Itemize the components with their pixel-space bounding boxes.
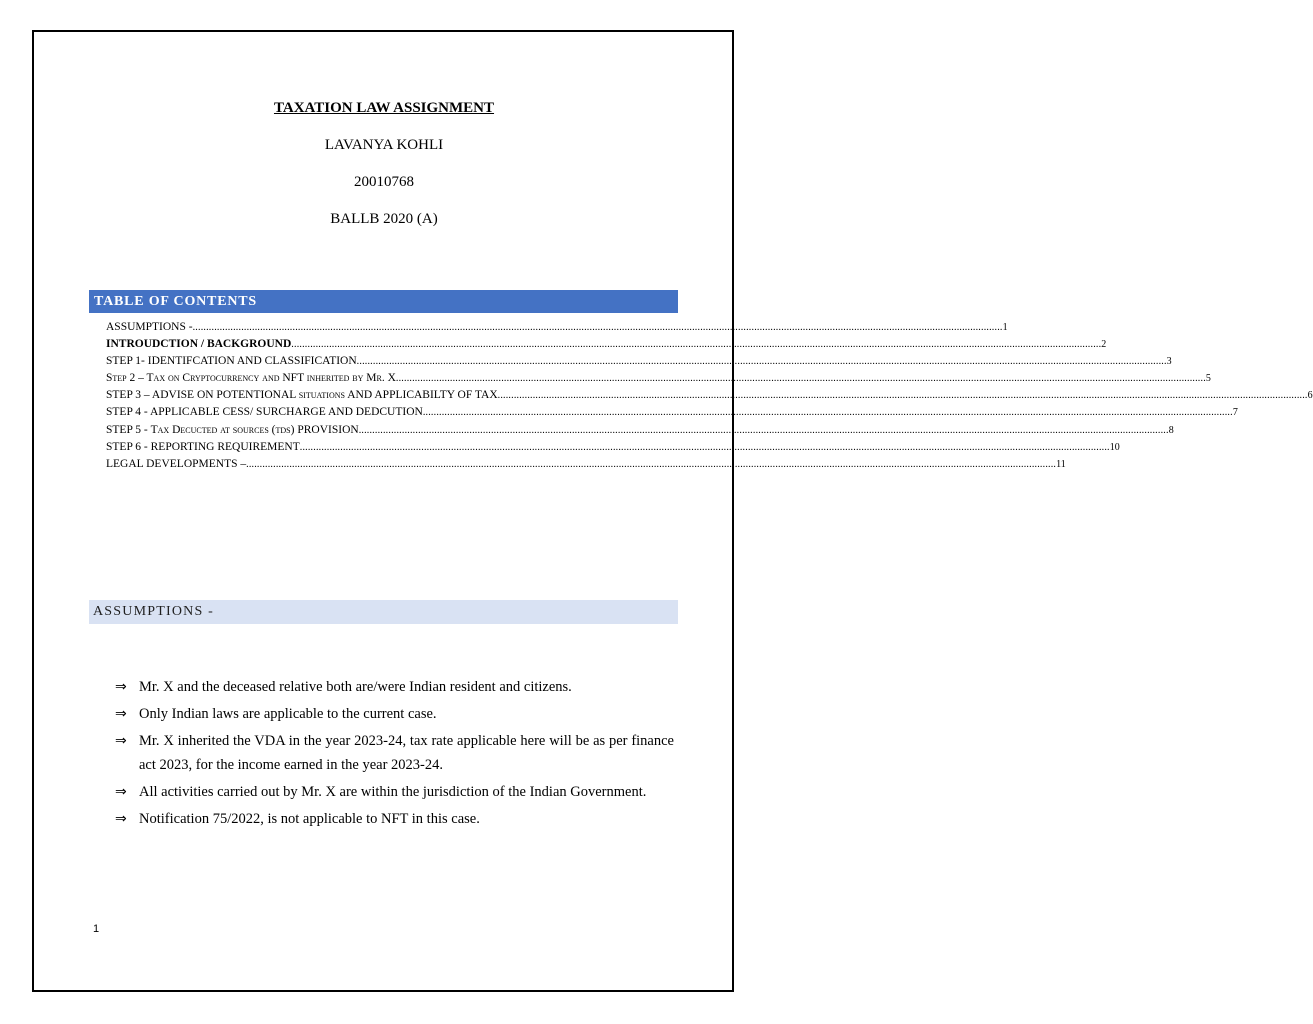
toc-entry-label: STEP 6 - REPORTING REQUIREMENT bbox=[106, 440, 300, 453]
toc-entry-page: 6 bbox=[1307, 390, 1313, 402]
toc-entry-introduction[interactable] bbox=[106, 338, 1107, 355]
toc-entry-page: 2 bbox=[1101, 339, 1107, 351]
toc-entry-step-4[interactable] bbox=[106, 406, 1238, 423]
toc-leader-dots: ............................................................................................................................................................................................................................................................................................................ bbox=[246, 458, 1057, 470]
list-item bbox=[115, 807, 674, 831]
toc-entry-step-2[interactable] bbox=[106, 372, 1211, 389]
assumption-text: Notification 75/2022, is not applicable to NFT in this case. bbox=[139, 811, 480, 827]
assumption-text: All activities carried out by Mr. X are within the jurisdiction of the Indian Government. bbox=[139, 784, 647, 800]
toc-leader-dots: ............................................................................................................................................................................................................................................................................................................ bbox=[422, 407, 1233, 419]
toc-leader-dots: ............................................................................................................................................................................................................................................................................................................ bbox=[192, 322, 1003, 333]
assumptions-heading: ASSUMPTIONS - bbox=[89, 600, 678, 624]
toc-entry-assumptions[interactable] bbox=[106, 321, 1008, 338]
toc-entry-label: STEP 1- IDENTIFCATION AND CLASSIFICATION bbox=[106, 355, 357, 368]
author-name: LAVANYA KOHLI bbox=[324, 137, 444, 153]
title-block bbox=[0, 98, 768, 246]
course-section: BALLB 2020 (A) bbox=[330, 211, 438, 227]
list-item bbox=[115, 729, 674, 777]
toc-entry-label-part: PROVISION bbox=[294, 423, 359, 436]
double-right-arrow-icon: ⇒ bbox=[115, 706, 127, 722]
document-title: TAXATION LAW ASSIGNMENT bbox=[273, 100, 495, 116]
toc-entry-page: 7 bbox=[1232, 407, 1238, 419]
toc-list bbox=[106, 321, 1313, 475]
toc-entry-page: 8 bbox=[1168, 424, 1174, 436]
toc-leader-dots: ............................................................................................................................................................................................................................................................................................................ bbox=[358, 424, 1169, 436]
toc-entry-label-part: STEP 3 – ADVISE ON POTENTIONAL bbox=[106, 389, 299, 402]
toc-entry-label bbox=[106, 424, 359, 436]
toc-leader-dots: ............................................................................................................................................................................................................................................................................................................ bbox=[299, 441, 1110, 453]
toc-entry-label-part: Tax Decucted at sources (tds) bbox=[150, 423, 295, 436]
double-right-arrow-icon: ⇒ bbox=[115, 811, 127, 827]
double-right-arrow-icon: ⇒ bbox=[115, 733, 127, 749]
toc-leader-dots: ............................................................................................................................................................................................................................................................................................................ bbox=[356, 356, 1167, 368]
toc-leader-dots: ............................................................................................................................................................................................................................................................................................................ bbox=[395, 373, 1206, 385]
toc-entry-step-5[interactable] bbox=[106, 423, 1174, 441]
toc-entry-label: ASSUMPTIONS - bbox=[106, 321, 193, 333]
assumptions-list bbox=[115, 675, 674, 834]
toc-entry-label bbox=[106, 389, 498, 401]
assumption-text: Only Indian laws are applicable to the current case. bbox=[139, 706, 437, 722]
toc-entry-legal-developments[interactable] bbox=[106, 457, 1066, 475]
toc-entry-page: 11 bbox=[1056, 458, 1066, 470]
toc-entry-step-3[interactable] bbox=[106, 389, 1313, 406]
assumption-text: Mr. X and the deceased relative both are/were Indian resident and citizens. bbox=[139, 679, 572, 695]
list-item bbox=[115, 780, 674, 804]
list-item bbox=[115, 675, 674, 699]
toc-heading: TABLE OF CONTENTS bbox=[89, 290, 678, 313]
toc-entry-page: 1 bbox=[1002, 322, 1008, 333]
toc-entry-page: 5 bbox=[1205, 373, 1211, 385]
toc-leader-dots: ............................................................................................................................................................................................................................................................................................................ bbox=[497, 390, 1308, 402]
toc-entry-label: INTROUDCTION / BACKGROUND bbox=[106, 338, 292, 351]
toc-entry-page: 3 bbox=[1166, 356, 1172, 368]
toc-entry-step-1[interactable] bbox=[106, 355, 1172, 372]
toc-entry-label-part: STEP 5 - bbox=[106, 423, 151, 436]
assumption-text: Mr. X inherited the VDA in the year 2023-24, tax rate applicable here will be as per finance act 2023, for the income earned in the year 2023-24. bbox=[139, 733, 674, 773]
page-number: 1 bbox=[93, 923, 100, 935]
toc-entry-step-6[interactable] bbox=[106, 440, 1120, 458]
toc-entry-label: Step 2 – Tax on Cryptocurrency and NFT inherited by Mr. X bbox=[106, 372, 396, 385]
list-item bbox=[115, 702, 674, 726]
toc-leader-dots: ............................................................................................................................................................................................................................................................................................................ bbox=[291, 339, 1102, 351]
double-right-arrow-icon: ⇒ bbox=[115, 679, 127, 695]
roll-number: 20010768 bbox=[354, 174, 414, 190]
toc-entry-label: LEGAL DEVELOPMENTS – bbox=[106, 457, 247, 470]
toc-entry-label: STEP 4 - APPLICABLE CESS/ SURCHARGE AND DEDCUTION bbox=[106, 406, 423, 419]
toc-entry-page: 10 bbox=[1109, 441, 1120, 453]
double-right-arrow-icon: ⇒ bbox=[115, 784, 127, 800]
toc-entry-label-part: AND APPLICABILTY OF TAX bbox=[344, 389, 498, 402]
toc-entry-label-part: situations bbox=[298, 389, 345, 402]
